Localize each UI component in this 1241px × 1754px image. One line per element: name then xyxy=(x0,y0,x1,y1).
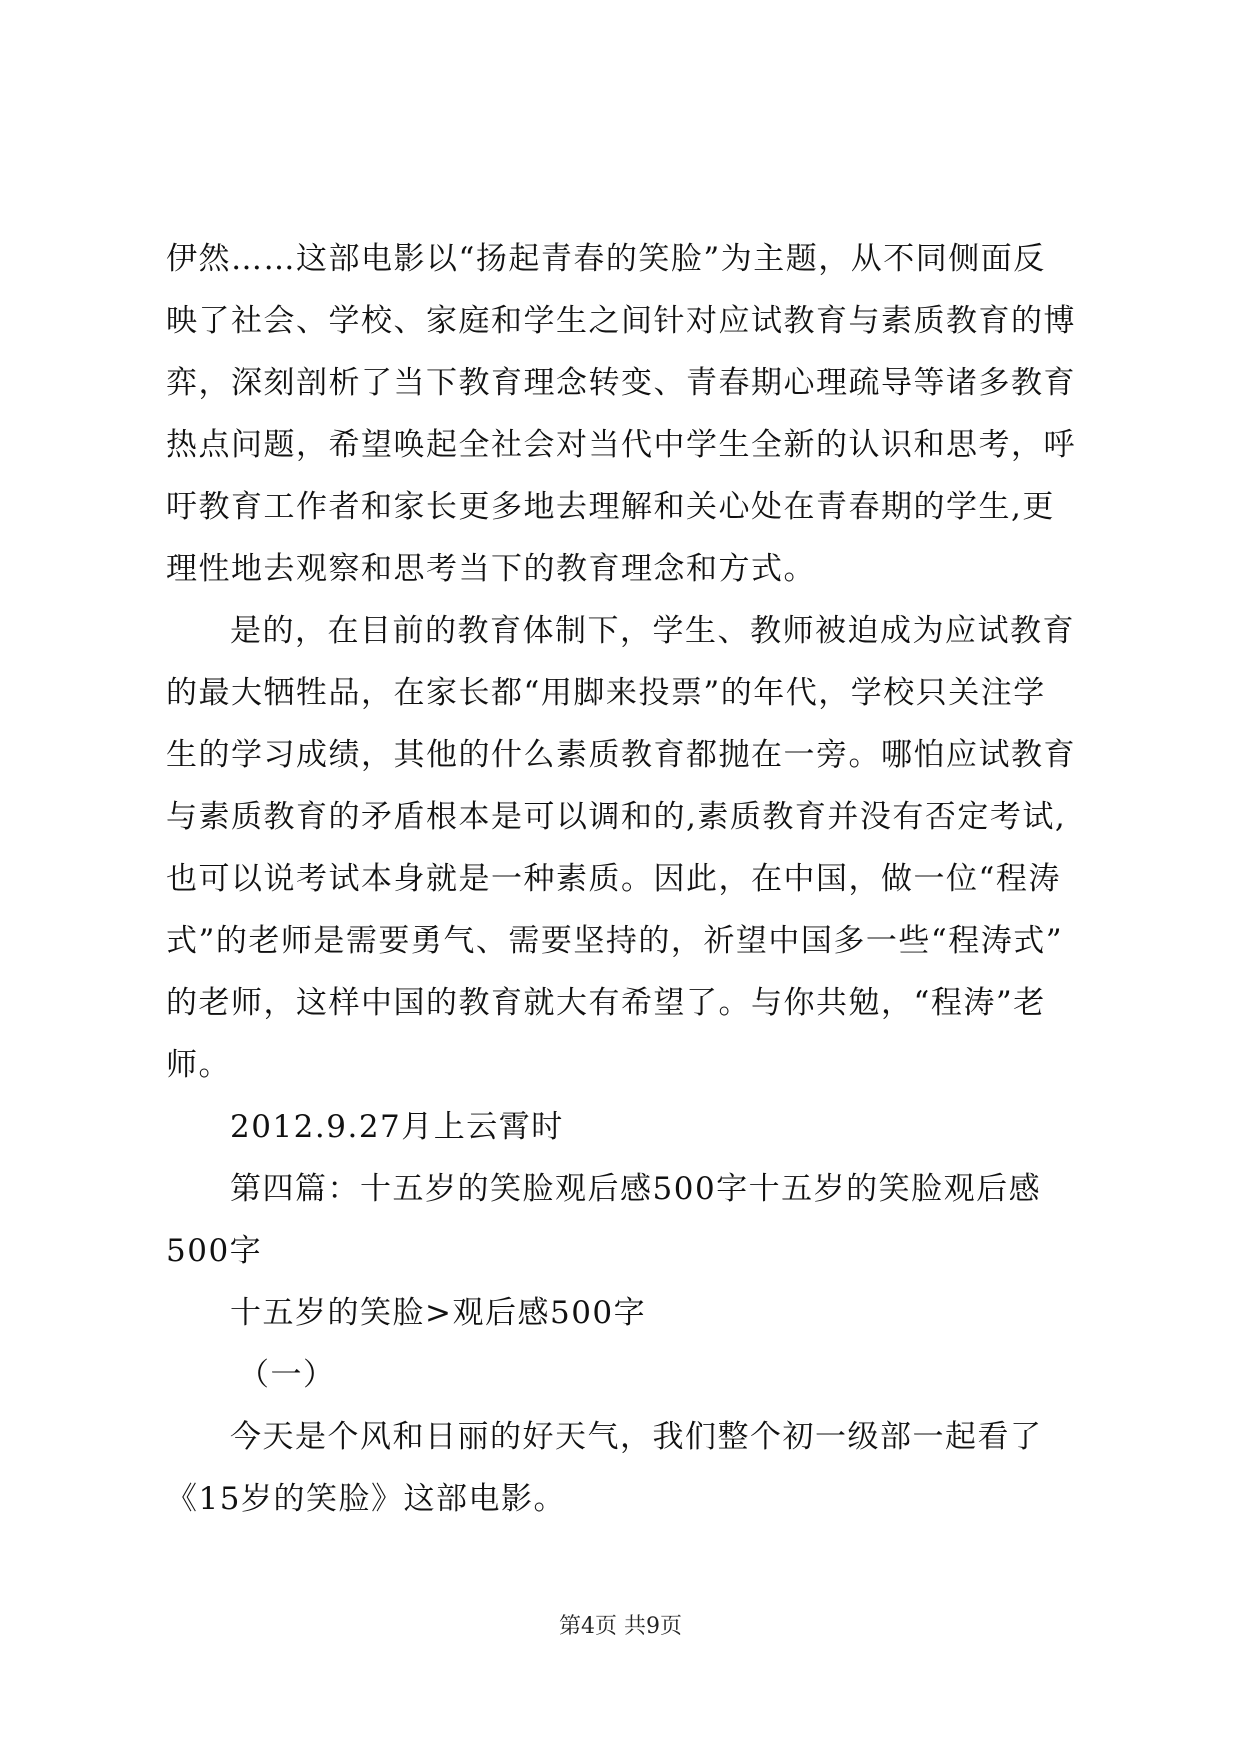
paragraph-line: 式”的老师是需要勇气、需要坚持的，祈望中国多一些“程涛式” xyxy=(166,923,1064,959)
paragraph-line: 弈，深刻剖析了当下教育理念转变、青春期心理疏导等诸多教育 xyxy=(166,365,1076,401)
section-heading-continued: 500字 xyxy=(166,1233,263,1269)
date-signature-line: 2012.9.27月上云霄时 xyxy=(230,1109,564,1145)
paragraph-line: 的最大牺牲品，在家长都“用脚来投票”的年代，学校只关注学 xyxy=(166,675,1046,711)
paragraph-line: 生的学习成绩，其他的什么素质教育都抛在一旁。哪怕应试教育 xyxy=(166,737,1076,773)
section-heading: 第四篇：十五岁的笑脸观后感500字十五岁的笑脸观后感 xyxy=(230,1171,1042,1207)
paragraph-line: 是的，在目前的教育体制下，学生、教师被迫成为应试教育 xyxy=(230,613,1075,649)
page-number-footer: 第4页 共9页 xyxy=(559,1614,682,1639)
paragraph-line: 师。 xyxy=(166,1047,231,1083)
paragraph-line: 伊然……这部电影以“扬起青春的笑脸”为主题，从不同侧面反 xyxy=(166,241,1046,277)
paragraph-line: 映了社会、学校、家庭和学生之间针对应试教育与素质教育的博 xyxy=(166,303,1076,339)
paragraph-line: 今天是个风和日丽的好天气，我们整个初一级部一起看了 xyxy=(230,1419,1043,1455)
paragraph-line: 理性地去观察和思考当下的教育理念和方式。 xyxy=(166,551,816,587)
paragraph-line: 与素质教育的矛盾根本是可以调和的,素质教育并没有否定考试, xyxy=(166,799,1067,835)
document-body xyxy=(166,228,1082,1530)
paragraph-line: 《15岁的笑脸》这部电影。 xyxy=(166,1481,566,1517)
subheading: 十五岁的笑脸>观后感500字 xyxy=(230,1295,647,1331)
paragraph-line: 热点问题，希望唤起全社会对当代中学生全新的认识和思考，呼 xyxy=(166,427,1076,463)
paragraph-line: 也可以说考试本身就是一种素质。因此，在中国，做一位“程涛 xyxy=(166,861,1061,897)
paragraph-line: 吁教育工作者和家长更多地去理解和关心处在青春期的学生,更 xyxy=(166,489,1055,525)
paragraph-line: 的老师，这样中国的教育就大有希望了。与你共勉，“程涛”老 xyxy=(166,985,1046,1021)
part-marker: （一） xyxy=(238,1357,336,1393)
